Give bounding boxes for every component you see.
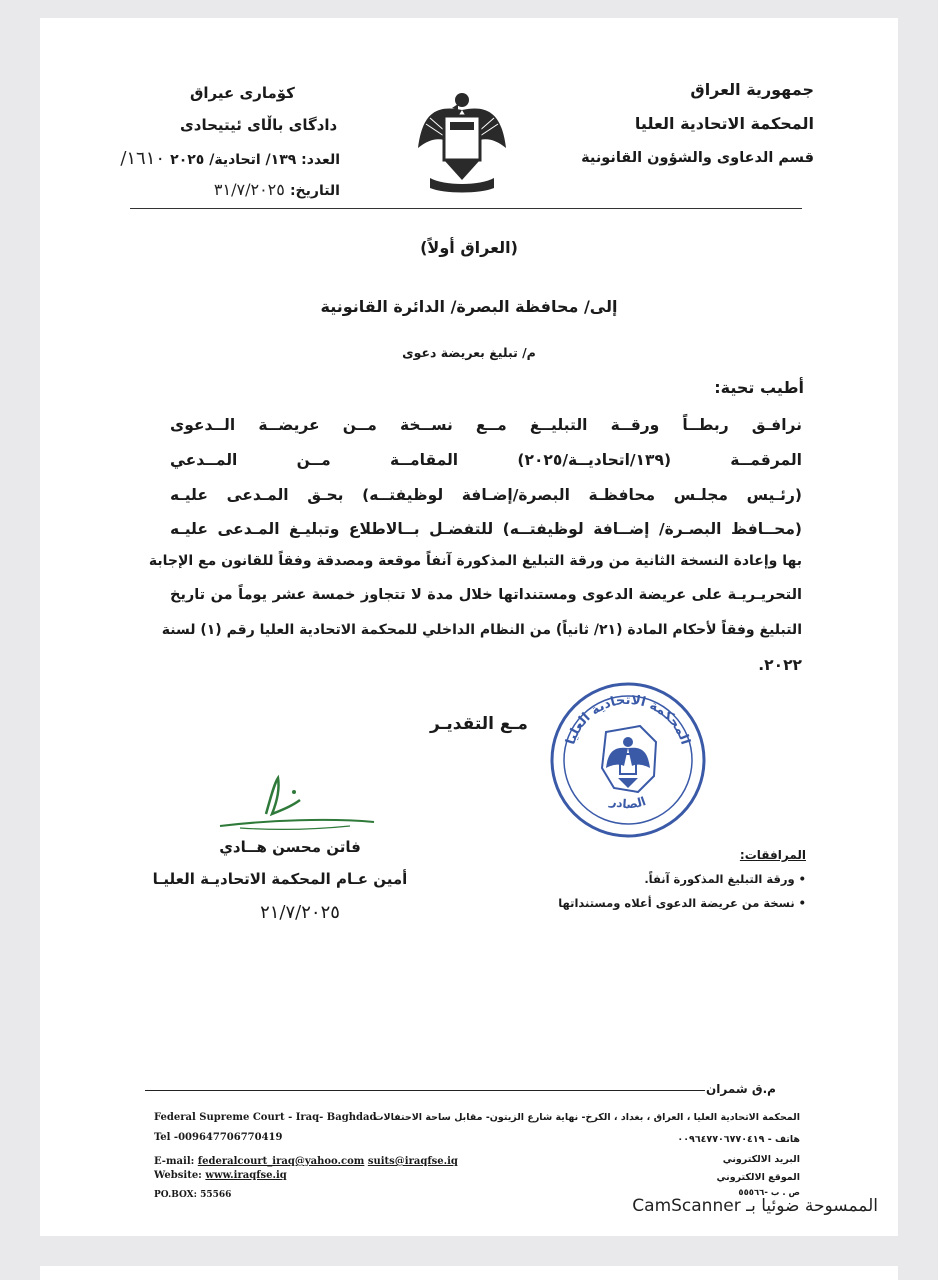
footer-initials: م.ق شمران	[706, 1082, 776, 1096]
header-divider	[130, 208, 802, 209]
signatory-name: فاتن محسن هــادي	[219, 838, 361, 856]
body-line-2: المرقمــة (١٣٩/اتحاديــة/٢٠٢٥) المقامــة مــن المــدعي	[170, 451, 802, 469]
reference-number-handwritten: ١٦١٠/	[120, 148, 166, 169]
header-court: المحكمة الاتحادية العليا	[634, 114, 814, 133]
footer-website-link[interactable]: www.iraqfse.iq	[205, 1170, 287, 1181]
footer-court-english: Federal Supreme Court - Iraq- Baghdad	[154, 1112, 377, 1123]
reference-date	[190, 180, 340, 199]
attachments-label: المرافقات:	[739, 848, 806, 862]
attachment-item-1: • ورقة التبليغ المذكورة آنفاً.	[644, 872, 806, 886]
reference-number-label: العدد: ١٣٩/ اتحادية/ ٢٠٢٥	[170, 152, 340, 168]
subject: م/ تبليغ بعريضة دعوى	[402, 345, 536, 360]
motto: (العراق أولاً)	[420, 238, 518, 257]
header-court-kurdish: دادگاى باڵاى ئيتيحادى	[180, 116, 338, 134]
footer-pobox-arabic: ص . ب -٥٥٥٦٦	[738, 1188, 800, 1198]
footer-email-link-2[interactable]: suits@iraqfse.iq	[367, 1156, 458, 1167]
footer-email-arabic: البريد الالكتروني	[722, 1154, 800, 1165]
court-seal-stamp-icon	[548, 680, 708, 840]
footer-email-english	[154, 1156, 458, 1167]
footer-address-arabic: المحكمة الاتحادية العليا ، العراق ، بغداد ، الكرخ- نهاية شارع الزيتون- مقابل ساحة الاحتفالات	[373, 1112, 800, 1123]
reference-date-handwritten: ٣١/٧/٢٠٢٥	[213, 180, 285, 199]
attachment-item-1-text: ورقة التبليغ المذكورة آنفاً.	[644, 872, 795, 886]
footer-email-label: E-mail:	[154, 1156, 198, 1167]
body-line-4: (محــافظ البصـرة/ إضــافة لوظيفتــه) للتفضـل بــالاطلاع وتبليـغ المـدعى عليـه	[170, 520, 802, 538]
body-line-8: ٢٠٢٢.	[758, 656, 802, 674]
iraq-eagle-emblem-icon	[414, 86, 510, 198]
attachment-item-2-text: نسخة من عريضة الدعوى أعلاه ومستنداتها	[558, 896, 795, 910]
header-country-kurdish: كۆمارى عيراق	[190, 84, 295, 102]
reference-number	[90, 148, 340, 169]
camscanner-watermark: الممسوحة ضوئيا بـ CamScanner	[632, 1196, 878, 1216]
footer-email-link-1[interactable]: federalcourt_iraq@yahoo.com	[197, 1156, 365, 1167]
footer-divider	[145, 1090, 705, 1091]
handwritten-signature-icon	[210, 770, 380, 840]
attachment-item-2: • نسخة من عريضة الدعوى أعلاه ومستنداتها	[558, 896, 806, 910]
body-line-6: التحريـريـة على عريضة الدعوى ومستنداتها خلال مدة لا تتجاوز خمسة عشر يوماً من تاريخ	[170, 587, 802, 603]
body-line-3: (رئـيس مجلـس محافظـة البصرة/إضـافة لوظيفتــه) بحـق المـدعى عليـه	[170, 486, 802, 504]
closing: مـع التقديـر	[430, 714, 528, 734]
footer-pobox-english: PO.BOX: 55566	[154, 1190, 232, 1200]
footer-phone-arabic: هاتف - ٠٠٩٦٤٧٧٠٦٧٧٠٤١٩	[677, 1134, 800, 1145]
header-department: قسم الدعاوى والشؤون القانونية	[581, 150, 814, 166]
signature-date-handwritten: ٢١/٧/٢٠٢٥	[260, 902, 340, 923]
footer-tel-english: Tel -009647706770419	[154, 1132, 283, 1143]
svg-text:الصادر	[607, 794, 647, 812]
footer-website-label: Website:	[154, 1170, 206, 1181]
signatory-title: أمين عـام المحكمة الاتحاديـة العليـا	[152, 870, 408, 888]
greeting: أطيب تحية:	[714, 378, 804, 397]
reference-date-label: التاريخ:	[289, 183, 340, 199]
stamp-bottom-text: الصادر	[608, 794, 648, 812]
body-line-5: بها وإعادة النسخة الثانية من ورقة التبليغ المذكورة آنفاً موقعة ومصدقة وفقاً للقانون مع الإجابة	[148, 553, 802, 569]
footer-website-english	[154, 1170, 287, 1181]
addressee: إلى/ محافظة البصرة/ الدائرة القانونية	[320, 297, 618, 316]
body-line-1: نرافـق ربطــاً ورقــة التبليــغ مــع نســخة مــن عريضــة الــدعوى	[170, 416, 802, 434]
next-page-edge	[40, 1266, 898, 1280]
footer-website-arabic: الموقع الالكتروني	[716, 1172, 800, 1183]
header-country: جمهورية العراق	[690, 80, 814, 99]
body-line-7: التبليغ وفقاً لأحكام المادة (٢١/ ثانياً) من النظام الداخلي للمحكمة الاتحادية العليا رقم (١) لسنة	[161, 622, 802, 638]
stamp-top-text: المحكمة الاتحادية العليا	[563, 692, 693, 747]
